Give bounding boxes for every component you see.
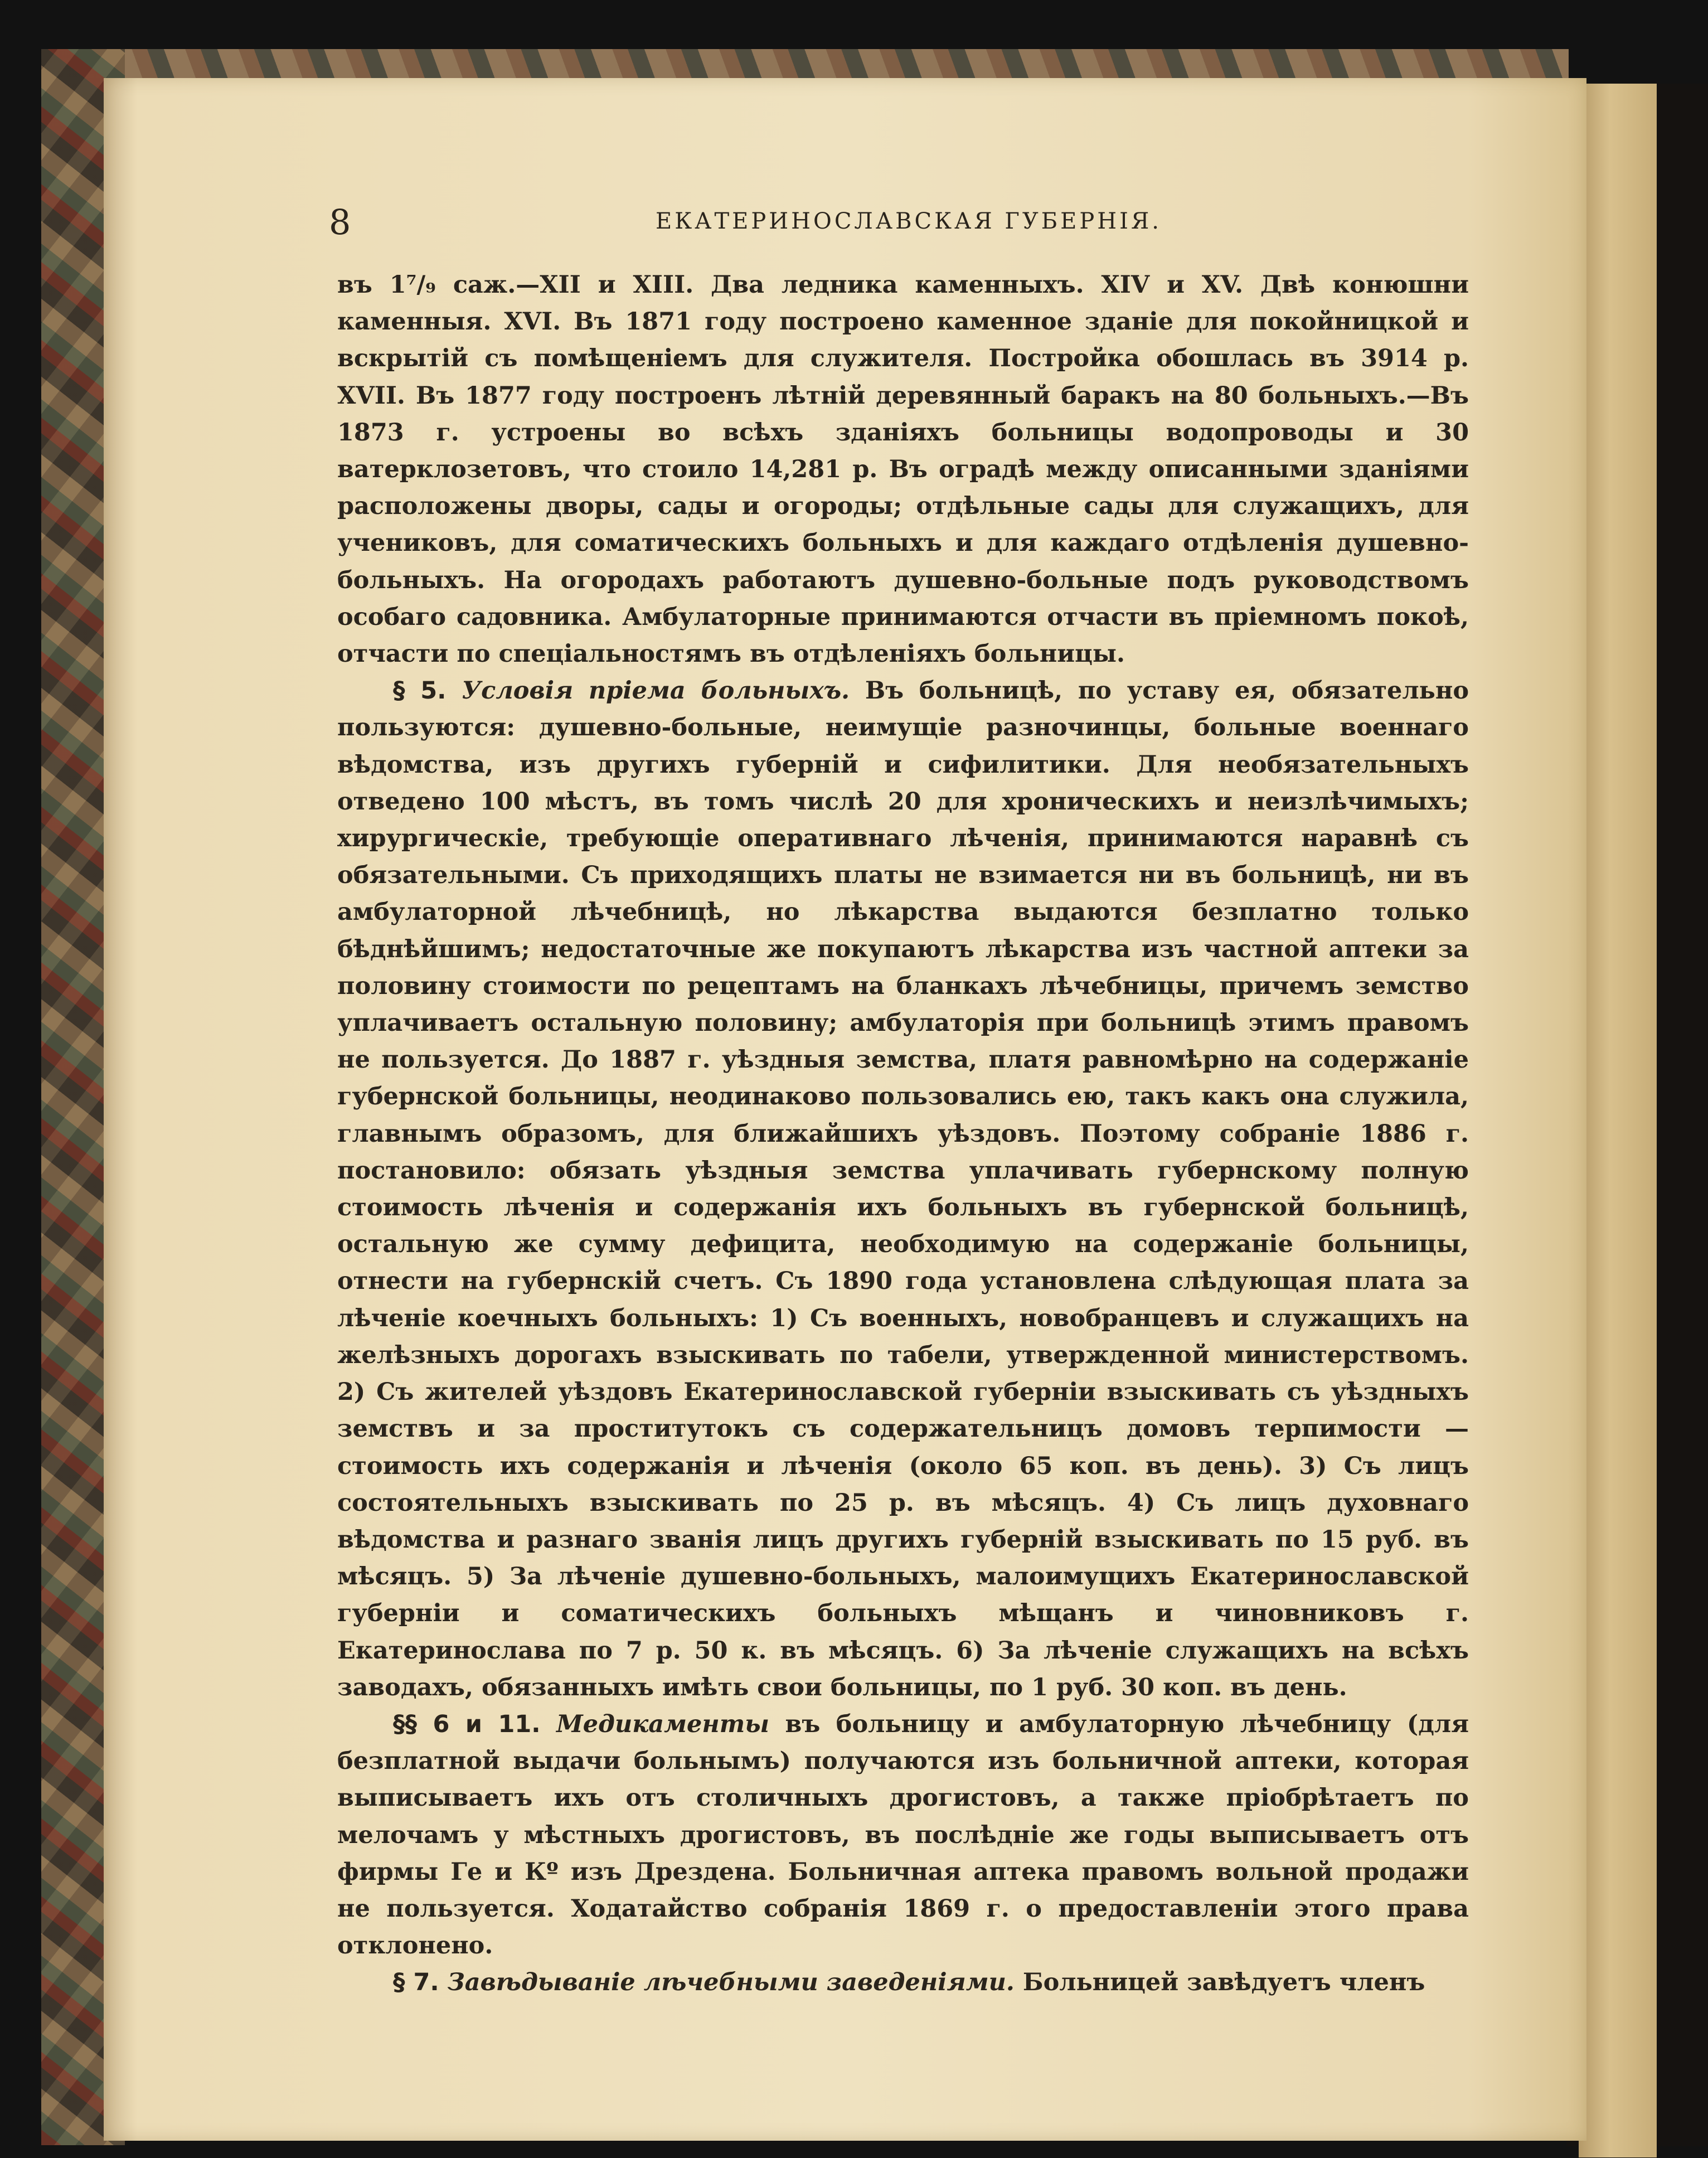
paragraph-text: Больницей завѣдуетъ членъ <box>1014 1968 1425 1997</box>
body-text <box>337 266 1469 2001</box>
next-page-edge <box>1579 84 1657 2157</box>
paragraph-text: въ больницу и амбулаторную лѣчебницу (для безплатной выдачи больнымъ) получаются изъ больничной аптеки, которая выписываетъ ихъ отъ столичныхъ дрогистовъ, а также пріобрѣтаетъ по мелочамъ у мѣстныхъ дрогистовъ, въ послѣдніе же годы выписываетъ отъ фирмы Ге и Кº изъ Дрездена. Больничная аптека правомъ вольной продажи не пользуется. Ходатайство собранія 1869 г. о предоставленіи этого права отклонено. <box>337 1710 1469 1960</box>
paragraph <box>337 672 1469 1706</box>
section-mark: § 7. <box>393 1968 439 1997</box>
section-mark: §§ 6 и 11. <box>393 1710 541 1738</box>
paragraph-text: въ 1⁷/₉ саж.—XII и XIII. Два ледника каменныхъ. XIV и XV. Двѣ конюшни каменныя. XVI. Въ 1871 году построено каменное зданіе для покойницкой и вскрытій съ помѣщеніемъ для служителя. Постройка обошлась въ 3914 р. XVII. Въ 1877 году построенъ лѣтній деревянный баракъ на 80 больныхъ.—Въ 1873 г. устроены во всѣхъ зданіяхъ больницы водопроводы и 30 ватерклозетовъ, что стоило 14,281 р. Въ оградѣ между описанными зданіями расположены дворы, сады и огороды; отдѣльные сады для служащихъ, для учениковъ, для соматическихъ больныхъ и для каждаго отдѣленія душевно-больныхъ. На огородахъ работаютъ душевно-больные подъ руководствомъ особаго садовника. Амбулаторные принимаются отчасти въ пріемномъ покоѣ, отчасти по спеціальностямъ въ отдѣленіяхъ больницы. <box>337 271 1469 668</box>
section-title: Условія пріема больныхъ. <box>462 677 850 705</box>
section-mark: § 5. <box>393 677 447 705</box>
page-header <box>329 202 1488 252</box>
running-title: ЕКАТЕРИНОСЛАВСКАЯ ГУБЕРНІЯ. <box>656 208 1162 234</box>
section-title: Завѣдываніе лѣчебными заведеніями. <box>447 1968 1015 1997</box>
paragraph-text: Въ больницѣ, по уставу ея, обязательно пользуются: душевно-больные, неимущіе разночинцы, больные военнаго вѣдомства, изъ другихъ губерній и сифилитики. Для необязательныхъ отведено 100 мѣстъ, въ томъ числѣ 20 для хроническихъ и неизлѣчимыхъ; хирургическіе, требующіе оперативнаго лѣченія, принимаются наравнѣ съ обязательными. Съ приходящихъ платы не взимается ни въ больницѣ, ни въ амбулаторной лѣчебницѣ, но лѣкарства выдаются безплатно только бѣднѣйшимъ; недостаточные же покупаютъ лѣкарства изъ частной аптеки за половину стоимости по рецептамъ на бланкахъ лѣчебницы, причемъ земство уплачиваетъ остальную половину; амбулаторія при больницѣ этимъ правомъ не пользуется. До 1887 г. уѣздныя земства, платя равномѣрно на содержаніе губернской больницы, неодинаково пользовались ею, такъ какъ она служила, главнымъ образомъ, для ближайшихъ уѣздовъ. Поэтому собраніе 1886 г. постановило: обязать уѣздныя земства уплачивать губернскому полную стоимость лѣченія и содержанія ихъ больныхъ въ губернской больницѣ, остальную же сумму дефицита, необходимую на содержаніе больницы, отнести на губернскій счетъ. Съ 1890 года установлена слѣдующая плата за лѣченіе коечныхъ больныхъ: 1) Съ военныхъ, новобранцевъ и служащихъ на желѣзныхъ дорогахъ взыскивать по табели, утвержденной министерствомъ. 2) Съ жителей уѣздовъ Екатеринославской губерніи взыскивать съ уѣздныхъ земствъ и за проститутокъ съ содержательницъ домовъ терпимости — стоимость ихъ содержанія и лѣченія (около 65 коп. въ день). 3) Съ лицъ состоятельныхъ взыскивать по 25 р. въ мѣсяцъ. 4) Съ лицъ духовнаго вѣдомства и разнаго званія лицъ другихъ губерній взыскивать по 15 руб. въ мѣсяцъ. 5) За лѣченіе душевно-больныхъ, малоимущихъ Екатеринославской губерніи и соматическихъ больныхъ мѣщанъ и чиновниковъ г. Екатеринослава по 7 р. 50 к. въ мѣсяцъ. 6) За лѣченіе служащихъ на всѣхъ заводахъ, обязанныхъ имѣть свои больницы, по 1 руб. 30 коп. въ день. <box>337 677 1469 1701</box>
section-title: Медикаменты <box>556 1710 770 1738</box>
paragraph <box>337 1706 1469 1964</box>
paragraph <box>337 266 1469 672</box>
page-number: 8 <box>329 202 351 243</box>
paragraph <box>337 1964 1469 2001</box>
